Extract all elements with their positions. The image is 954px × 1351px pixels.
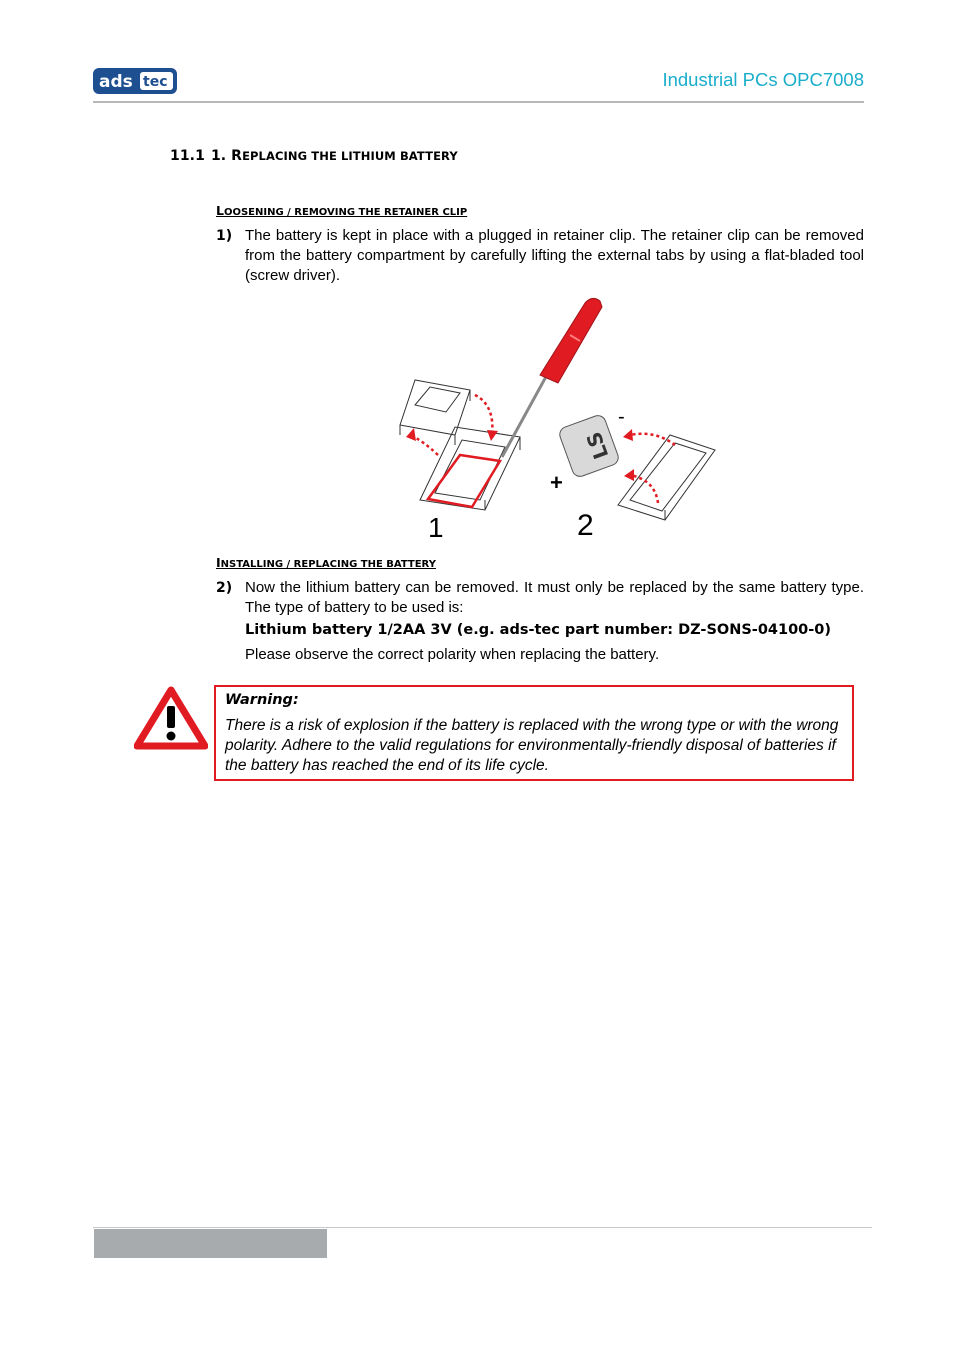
plus-sign: + xyxy=(550,470,563,495)
arrow-insert-upper xyxy=(630,434,675,445)
ads-tec-logo xyxy=(93,68,177,94)
footer-divider xyxy=(93,1227,872,1228)
subheading-loosening xyxy=(216,203,467,218)
section-number: 11.1 xyxy=(170,148,205,164)
step-1 xyxy=(216,226,864,286)
warning-triangle-icon xyxy=(134,686,208,750)
battery-compartment-1 xyxy=(420,427,520,510)
step-2-text: Now the lithium battery can be removed. It must only be replaced by the same battery type. The type of battery to be used is: xyxy=(245,579,864,616)
step-1-number: 1) xyxy=(216,228,233,244)
subheading-loosening-first: L xyxy=(216,203,224,218)
warning-box xyxy=(214,685,854,781)
svg-text:ads: ads xyxy=(99,72,133,92)
battery-drawing xyxy=(558,413,621,478)
polarity-note: Please observe the correct polarity when replacing the battery. xyxy=(245,646,660,663)
warning-text: There is a risk of explosion if the battery is replaced with the wrong type or with the wrong polarity. Adhere to the valid regulations for environmentally-friendly disposal of batteries if the battery has reached the end of its life cycle. xyxy=(225,717,839,774)
battery-replacement-figure xyxy=(380,295,720,545)
document-title: Industrial PCs OPC7008 xyxy=(662,69,864,90)
step-2-number: 2) xyxy=(216,580,233,596)
footer-bar xyxy=(94,1229,327,1258)
header-divider xyxy=(93,101,864,103)
subheading-installing-first: I xyxy=(216,555,221,570)
svg-text:tec: tec xyxy=(143,74,168,90)
figure-label-2: 2 xyxy=(577,509,594,542)
battery-specification: Lithium battery 1/2AA 3V (e.g. ads-tec part number: DZ-SONS-04100-0) xyxy=(245,622,831,638)
clip-highlight xyxy=(428,455,500,507)
subheading-installing-rest: NSTALLING / REPLACING THE BATTERY xyxy=(220,559,436,570)
warning-title: Warning: xyxy=(225,692,299,708)
figure-label-1: 1 xyxy=(428,512,444,543)
step-2 xyxy=(216,578,864,618)
step-1-text: The battery is kept in place with a plugged in retainer clip. The retainer clip can be removed from the battery compartment by carefully lifting the external tabs by using a flat-bladed tool (screw driver). xyxy=(245,227,864,284)
arrow-lift-right xyxy=(475,395,492,435)
section-title-rest: EPLACING THE LITHIUM BATTERY xyxy=(242,149,458,163)
section-title-first: 1. R xyxy=(210,148,243,164)
svg-text:LS: LS xyxy=(581,428,614,463)
minus-sign: - xyxy=(618,406,625,428)
arrow-insert-lower xyxy=(630,475,658,503)
section-heading xyxy=(170,148,458,164)
subheading-installing xyxy=(216,555,436,570)
subheading-loosening-rest: OOSENING / REMOVING THE RETAINER CLIP xyxy=(223,207,468,218)
